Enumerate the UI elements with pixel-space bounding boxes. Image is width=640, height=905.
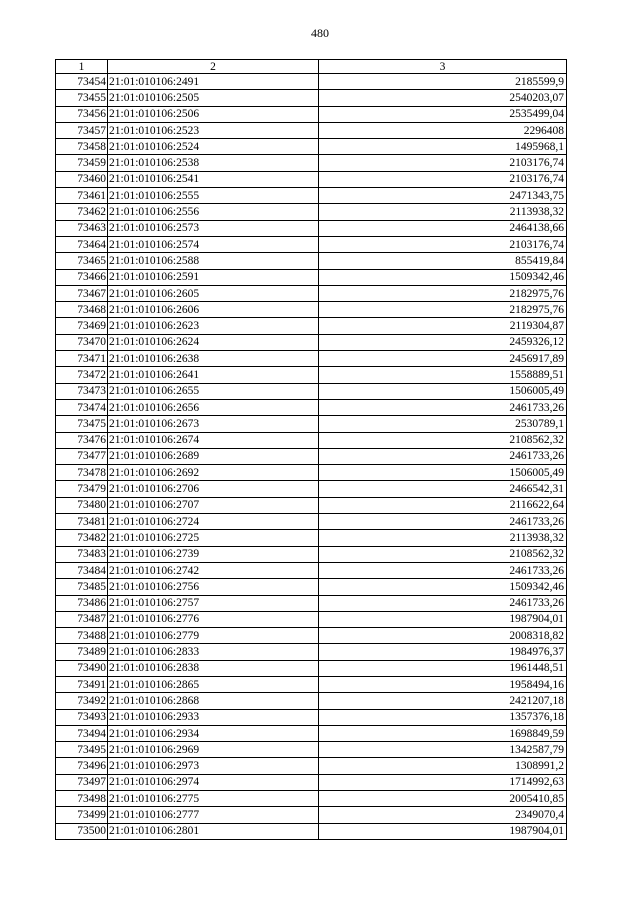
cadastral-value-cell: 1984976,37 <box>319 644 567 660</box>
row-number-cell: 73454 <box>56 74 108 90</box>
cadastral-value-cell: 1506005,49 <box>319 465 567 481</box>
cadastral-value-cell: 2461733,26 <box>319 448 567 464</box>
cadastral-value-cell: 1987904,01 <box>319 611 567 627</box>
row-number-cell: 73458 <box>56 139 108 155</box>
table-row <box>56 660 567 676</box>
cadastral-value-cell: 2461733,26 <box>319 595 567 611</box>
row-number-cell: 73475 <box>56 416 108 432</box>
table-row <box>56 318 567 334</box>
cadastral-number-cell: 21:01:010106:2588 <box>108 253 319 269</box>
row-number-cell: 73469 <box>56 318 108 334</box>
cadastral-number-cell: 21:01:010106:2742 <box>108 562 319 578</box>
row-number-cell: 73472 <box>56 367 108 383</box>
cadastral-number-cell: 21:01:010106:2974 <box>108 774 319 790</box>
row-number-cell: 73497 <box>56 774 108 790</box>
cadastral-number-cell: 21:01:010106:2541 <box>108 171 319 187</box>
cadastral-value-cell: 1495968,1 <box>319 139 567 155</box>
cadastral-number-cell: 21:01:010106:2739 <box>108 546 319 562</box>
cadastral-value-cell: 1509342,46 <box>319 579 567 595</box>
table-row <box>56 269 567 285</box>
cadastral-value-cell: 2103176,74 <box>319 171 567 187</box>
cadastral-number-cell: 21:01:010106:2933 <box>108 709 319 725</box>
cadastral-number-cell: 21:01:010106:2491 <box>108 74 319 90</box>
cadastral-number-cell: 21:01:010106:2556 <box>108 204 319 220</box>
row-number-cell: 73455 <box>56 90 108 106</box>
cadastral-number-cell: 21:01:010106:2724 <box>108 514 319 530</box>
cadastral-number-cell: 21:01:010106:2777 <box>108 807 319 823</box>
table-row <box>56 693 567 709</box>
row-number-cell: 73480 <box>56 497 108 513</box>
table-row <box>56 171 567 187</box>
table-header <box>56 60 567 74</box>
row-number-cell: 73460 <box>56 171 108 187</box>
cadastral-value-cell: 2464138,66 <box>319 220 567 236</box>
table-row <box>56 74 567 90</box>
cadastral-number-cell: 21:01:010106:2969 <box>108 742 319 758</box>
row-number-cell: 73490 <box>56 660 108 676</box>
table-body <box>56 74 567 840</box>
cadastral-number-cell: 21:01:010106:2523 <box>108 122 319 138</box>
table-row <box>56 481 567 497</box>
cadastral-number-cell: 21:01:010106:2574 <box>108 236 319 252</box>
cadastral-number-cell: 21:01:010106:2524 <box>108 139 319 155</box>
table-row <box>56 758 567 774</box>
cadastral-number-cell: 21:01:010106:2725 <box>108 530 319 546</box>
table-row <box>56 514 567 530</box>
cadastral-value-cell: 2103176,74 <box>319 155 567 171</box>
cadastral-number-cell: 21:01:010106:2973 <box>108 758 319 774</box>
cadastral-value-cell: 1506005,49 <box>319 383 567 399</box>
table-row <box>56 546 567 562</box>
cadastral-number-cell: 21:01:010106:2706 <box>108 481 319 497</box>
row-number-cell: 73485 <box>56 579 108 595</box>
column-header-cadastral-code: 2 <box>108 60 319 74</box>
cadastral-number-cell: 21:01:010106:2833 <box>108 644 319 660</box>
row-number-cell: 73467 <box>56 285 108 301</box>
cadastral-number-cell: 21:01:010106:2756 <box>108 579 319 595</box>
table-row <box>56 791 567 807</box>
cadastral-value-cell: 1958494,16 <box>319 676 567 692</box>
cadastral-value-cell: 2108562,32 <box>319 432 567 448</box>
cadastral-value-cell: 2421207,18 <box>319 693 567 709</box>
table-row <box>56 122 567 138</box>
cadastral-number-cell: 21:01:010106:2606 <box>108 302 319 318</box>
cadastral-number-cell: 21:01:010106:2801 <box>108 823 319 839</box>
cadastral-number-cell: 21:01:010106:2623 <box>108 318 319 334</box>
row-number-cell: 73481 <box>56 514 108 530</box>
row-number-cell: 73474 <box>56 399 108 415</box>
cadastral-number-cell: 21:01:010106:2673 <box>108 416 319 432</box>
cadastral-value-cell: 2008318,82 <box>319 628 567 644</box>
row-number-cell: 73465 <box>56 253 108 269</box>
row-number-cell: 73478 <box>56 465 108 481</box>
table-row <box>56 220 567 236</box>
table-row <box>56 579 567 595</box>
cadastral-value-cell: 1509342,46 <box>319 269 567 285</box>
row-number-cell: 73488 <box>56 628 108 644</box>
cadastral-value-cell: 2296408 <box>319 122 567 138</box>
table-row <box>56 562 567 578</box>
cadastral-value-cell: 2185599,9 <box>319 74 567 90</box>
cadastral-number-cell: 21:01:010106:2505 <box>108 90 319 106</box>
table-row <box>56 725 567 741</box>
cadastral-value-cell: 2005410,85 <box>319 791 567 807</box>
row-number-cell: 73495 <box>56 742 108 758</box>
table-row <box>56 188 567 204</box>
cadastral-number-cell: 21:01:010106:2707 <box>108 497 319 513</box>
row-number-cell: 73459 <box>56 155 108 171</box>
table-row <box>56 334 567 350</box>
cadastral-number-cell: 21:01:010106:2605 <box>108 285 319 301</box>
table-row <box>56 204 567 220</box>
table-row <box>56 399 567 415</box>
table-row <box>56 302 567 318</box>
cadastral-number-cell: 21:01:010106:2591 <box>108 269 319 285</box>
cadastral-value-cell: 1961448,51 <box>319 660 567 676</box>
row-number-cell: 73483 <box>56 546 108 562</box>
cadastral-value-cell: 1558889,51 <box>319 367 567 383</box>
table-row <box>56 742 567 758</box>
table-row <box>56 432 567 448</box>
cadastral-value-cell: 2349070,4 <box>319 807 567 823</box>
cadastral-number-cell: 21:01:010106:2779 <box>108 628 319 644</box>
cadastral-number-cell: 21:01:010106:2689 <box>108 448 319 464</box>
row-number-cell: 73479 <box>56 481 108 497</box>
row-number-cell: 73456 <box>56 106 108 122</box>
row-number-cell: 73494 <box>56 725 108 741</box>
table-row <box>56 367 567 383</box>
cadastral-value-cell: 1698849,59 <box>319 725 567 741</box>
page-number: 480 <box>311 26 329 40</box>
table-row <box>56 448 567 464</box>
table-row <box>56 139 567 155</box>
row-number-cell: 73464 <box>56 236 108 252</box>
table-row <box>56 709 567 725</box>
table-row <box>56 351 567 367</box>
cadastral-value-cell: 2116622,64 <box>319 497 567 513</box>
row-number-cell: 73484 <box>56 562 108 578</box>
cadastral-value-cell: 2113938,32 <box>319 204 567 220</box>
cadastral-number-cell: 21:01:010106:2641 <box>108 367 319 383</box>
table-row <box>56 285 567 301</box>
row-number-cell: 73461 <box>56 188 108 204</box>
cadastral-value-cell: 2113938,32 <box>319 530 567 546</box>
cadastral-value-cell: 2182975,76 <box>319 302 567 318</box>
cadastral-number-cell: 21:01:010106:2506 <box>108 106 319 122</box>
table-row <box>56 823 567 839</box>
cadastral-number-cell: 21:01:010106:2638 <box>108 351 319 367</box>
table-row <box>56 383 567 399</box>
cadastral-value-cell: 2535499,04 <box>319 106 567 122</box>
cadastral-value-cell: 2530789,1 <box>319 416 567 432</box>
cadastral-number-cell: 21:01:010106:2776 <box>108 611 319 627</box>
cadastral-value-cell: 1357376,18 <box>319 709 567 725</box>
cadastral-value-cell: 2461733,26 <box>319 399 567 415</box>
cadastral-value-table <box>55 59 567 840</box>
cadastral-value-cell: 2182975,76 <box>319 285 567 301</box>
row-number-cell: 73489 <box>56 644 108 660</box>
table-row <box>56 253 567 269</box>
cadastral-value-cell: 1987904,01 <box>319 823 567 839</box>
cadastral-number-cell: 21:01:010106:2655 <box>108 383 319 399</box>
row-number-cell: 73477 <box>56 448 108 464</box>
cadastral-value-cell: 2103176,74 <box>319 236 567 252</box>
row-number-cell: 73470 <box>56 334 108 350</box>
row-number-cell: 73473 <box>56 383 108 399</box>
cadastral-value-cell: 2461733,26 <box>319 562 567 578</box>
table-row <box>56 236 567 252</box>
row-number-cell: 73466 <box>56 269 108 285</box>
table-row <box>56 676 567 692</box>
column-header-value: 3 <box>319 60 567 74</box>
cadastral-number-cell: 21:01:010106:2656 <box>108 399 319 415</box>
cadastral-value-cell: 2466542,31 <box>319 481 567 497</box>
table-row <box>56 90 567 106</box>
table-row <box>56 774 567 790</box>
table-row <box>56 611 567 627</box>
row-number-cell: 73487 <box>56 611 108 627</box>
row-number-cell: 73471 <box>56 351 108 367</box>
table-row <box>56 465 567 481</box>
cadastral-value-cell: 2459326,12 <box>319 334 567 350</box>
row-number-cell: 73468 <box>56 302 108 318</box>
row-number-cell: 73493 <box>56 709 108 725</box>
cadastral-number-cell: 21:01:010106:2934 <box>108 725 319 741</box>
cadastral-value-cell: 1342587,79 <box>319 742 567 758</box>
cadastral-number-cell: 21:01:010106:2865 <box>108 676 319 692</box>
header-row <box>56 60 567 74</box>
row-number-cell: 73499 <box>56 807 108 823</box>
row-number-cell: 73500 <box>56 823 108 839</box>
table-row <box>56 807 567 823</box>
cadastral-value-cell: 2471343,75 <box>319 188 567 204</box>
cadastral-number-cell: 21:01:010106:2624 <box>108 334 319 350</box>
row-number-cell: 73476 <box>56 432 108 448</box>
cadastral-value-cell: 2108562,32 <box>319 546 567 562</box>
cadastral-value-cell: 2540203,07 <box>319 90 567 106</box>
row-number-cell: 73486 <box>56 595 108 611</box>
row-number-cell: 73498 <box>56 791 108 807</box>
cadastral-value-cell: 2119304,87 <box>319 318 567 334</box>
cadastral-number-cell: 21:01:010106:2868 <box>108 693 319 709</box>
cadastral-value-cell: 2461733,26 <box>319 514 567 530</box>
cadastral-number-cell: 21:01:010106:2538 <box>108 155 319 171</box>
table-row <box>56 628 567 644</box>
row-number-cell: 73462 <box>56 204 108 220</box>
cadastral-value-cell: 855419,84 <box>319 253 567 269</box>
cadastral-number-cell: 21:01:010106:2838 <box>108 660 319 676</box>
table-row <box>56 595 567 611</box>
cadastral-value-cell: 1308991,2 <box>319 758 567 774</box>
cadastral-value-cell: 2456917,89 <box>319 351 567 367</box>
cadastral-number-cell: 21:01:010106:2757 <box>108 595 319 611</box>
table-row <box>56 155 567 171</box>
cadastral-number-cell: 21:01:010106:2692 <box>108 465 319 481</box>
table-row <box>56 106 567 122</box>
cadastral-number-cell: 21:01:010106:2573 <box>108 220 319 236</box>
column-header-number: 1 <box>56 60 108 74</box>
table-row <box>56 416 567 432</box>
table-row <box>56 530 567 546</box>
table-row <box>56 497 567 513</box>
row-number-cell: 73482 <box>56 530 108 546</box>
cadastral-number-cell: 21:01:010106:2555 <box>108 188 319 204</box>
cadastral-value-cell: 1714992,63 <box>319 774 567 790</box>
row-number-cell: 73463 <box>56 220 108 236</box>
row-number-cell: 73457 <box>56 122 108 138</box>
row-number-cell: 73496 <box>56 758 108 774</box>
cadastral-number-cell: 21:01:010106:2775 <box>108 791 319 807</box>
table-row <box>56 644 567 660</box>
row-number-cell: 73492 <box>56 693 108 709</box>
cadastral-number-cell: 21:01:010106:2674 <box>108 432 319 448</box>
row-number-cell: 73491 <box>56 676 108 692</box>
